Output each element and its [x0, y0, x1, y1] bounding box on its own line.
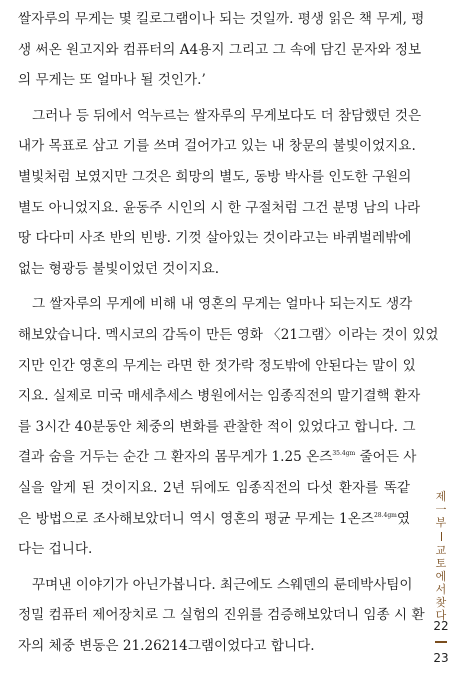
body-text [18, 4, 439, 661]
text-line [18, 35, 422, 66]
paragraph [18, 570, 425, 662]
text-run: 그 쌀자루의 무게에 비해 내 영혼의 무게는 얼마나 되는지도 생각 [32, 296, 413, 313]
text-line [18, 381, 421, 412]
text-line [18, 631, 410, 662]
text-run: 별빛처럼 보였지만 그것은 희망의 별도, 동방 박사를 인도한 구원의 [18, 168, 412, 185]
text-run: 자의 체중 변동은 21.26214그램이었다고 합니다. [18, 637, 315, 654]
text-line [18, 534, 410, 565]
text-run: 지만 인간 영혼의 무게는 라면 한 젓가락 정도밖에 안된다는 말이 있 [18, 357, 416, 374]
text-run: 쌀자루의 무게는 몇 킬로그램이나 되는 것일까. 평생 읽은 책 무게, 평 [18, 11, 425, 27]
text-run: 별도 아니었지요. 윤동주 시인의 시 한 구절처럼 그건 분명 남의 나라 [18, 199, 421, 216]
text-run: 꾸며낸 이야기가 아닌가봅니다. 최근에도 스웨덴의 룬데박사팀이 [32, 576, 413, 593]
text-run: 내가 목표로 삼고 기를 쓰며 걸어가고 있는 내 창문의 불빛이었지요. [18, 138, 416, 155]
unit-superscript: 28.4gm [373, 511, 397, 519]
text-run: 결과 숨을 거두는 순간 그 환자의 몸무게가 1.25 온즈 [18, 449, 333, 466]
page-numbers [426, 618, 456, 666]
text-run: 정밀 컴퓨터 제어장치로 그 실험의 진위를 검증해보았더니 임종 시 환 [18, 607, 425, 624]
text-line [18, 193, 421, 224]
paragraph [18, 4, 425, 96]
text-run: 땅 다다미 사조 반의 빈방. 기껏 살아있는 것이라고는 바퀴벌레밖에 [18, 230, 412, 247]
text-line [18, 101, 422, 132]
running-title-char: 부 [435, 516, 447, 529]
text-run: 해보았습니다. 멕시코의 감독이 만든 영화 〈21그램〉이라는 것이 있었 [18, 326, 439, 343]
text-line [18, 351, 416, 382]
text-run: 의 무게는 또 얼마나 될 것인가.’ [18, 72, 206, 89]
text-line [18, 4, 425, 35]
text-line [18, 223, 410, 254]
running-title-char: 교 [435, 544, 447, 557]
text-run: 실을 알게 된 것이지요. 2년 뒤에도 임종직전의 다섯 환자를 똑같 [18, 479, 410, 496]
text-line [18, 131, 416, 162]
text-run: 줄어든 사 [355, 449, 417, 466]
running-title-char: 토 [435, 557, 447, 570]
text-line [18, 473, 410, 504]
text-line [18, 320, 439, 351]
running-section-title [430, 490, 452, 622]
page-number-left: 22 [433, 619, 449, 633]
text-run: 다는 겁니다. [18, 541, 93, 558]
text-run: 였 [396, 510, 410, 527]
text-line [18, 504, 410, 535]
text-line [18, 162, 410, 193]
text-line [18, 289, 413, 320]
text-run: 생 써온 원고지와 컴퓨터의 A4용지 그리고 그 속에 담긴 문자와 정보 [18, 41, 422, 58]
text-run: 를 3시간 40분동안 체중의 변화를 관찰한 적이 있었다고 합니다. 그 [18, 418, 416, 435]
running-title-divider [441, 532, 442, 541]
page-number-divider [435, 641, 447, 643]
text-line [18, 570, 413, 601]
paragraph [18, 289, 439, 564]
unit-superscript: 35.4gm [332, 450, 356, 458]
text-line [18, 600, 425, 631]
page-number-right: 23 [433, 651, 449, 665]
text-line [18, 254, 410, 285]
running-title-char: 찾 [435, 596, 447, 609]
text-line [18, 442, 417, 473]
text-run: 은 방법으로 조사해보았더니 역시 영혼의 평균 무게는 1온즈 [18, 510, 374, 527]
running-title-char: 一 [435, 503, 447, 516]
running-title-char: 다 [435, 609, 447, 622]
text-run: 지요. 실제로 미국 매세추세스 병원에서는 임종직전의 말기결핵 환자 [18, 388, 421, 405]
paragraph [18, 101, 422, 285]
text-line [18, 412, 416, 443]
running-title-char: 제 [435, 490, 447, 503]
text-line [18, 65, 410, 96]
text-run: 없는 형광등 불빛이었던 것이지요. [18, 260, 220, 277]
running-title-char: 서 [435, 583, 447, 596]
text-run: 그러나 등 뒤에서 억누르는 쌀자루의 무게보다도 더 참담했던 것은 [32, 107, 422, 124]
running-title-char: 에 [435, 570, 447, 583]
